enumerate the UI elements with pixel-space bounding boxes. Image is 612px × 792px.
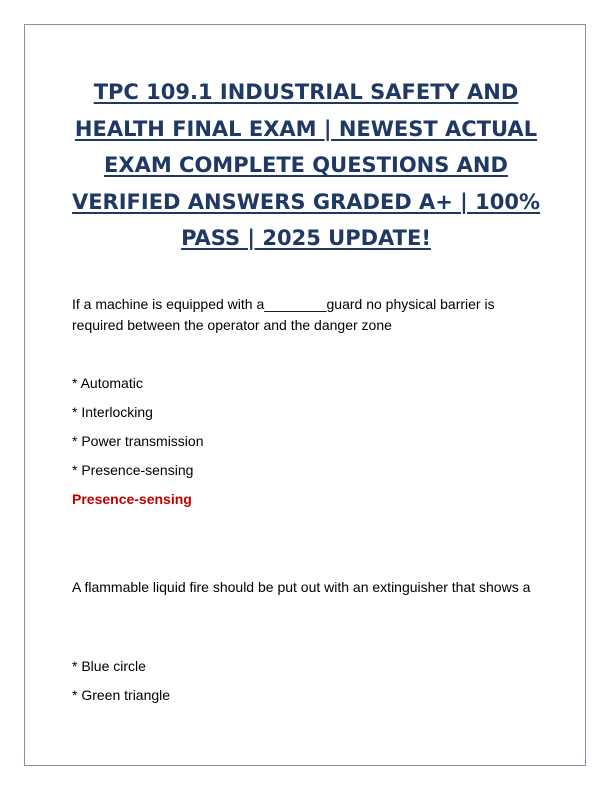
question-1-answer: Presence-sensing xyxy=(72,491,192,507)
question-1-option-2: * Interlocking xyxy=(72,404,153,420)
document-title: TPC 109.1 INDUSTRIAL SAFETY AND HEALTH FINAL EXAM | NEWEST ACTUAL EXAM COMPLETE QUESTIONS AND VERIFIED ANSWERS GRADED A+ | 100% PASS | 2025 UPDATE! xyxy=(71,80,541,250)
question-1-option-3: * Power transmission xyxy=(72,433,204,449)
question-2 xyxy=(72,577,542,598)
question-2-option-2: * Green triangle xyxy=(72,687,171,703)
question-1 xyxy=(72,294,542,335)
question-1-option-4: * Presence-sensing xyxy=(72,462,194,478)
question-1-text: If a machine is equipped with a________guard no physical barrier is required between the operator and the danger zone xyxy=(72,296,495,333)
question-2-text: A flammable liquid fire should be put out with an extinguisher that shows a xyxy=(72,579,531,595)
question-2-option-1: * Blue circle xyxy=(72,658,146,674)
question-1-option-1: * Automatic xyxy=(72,375,143,391)
